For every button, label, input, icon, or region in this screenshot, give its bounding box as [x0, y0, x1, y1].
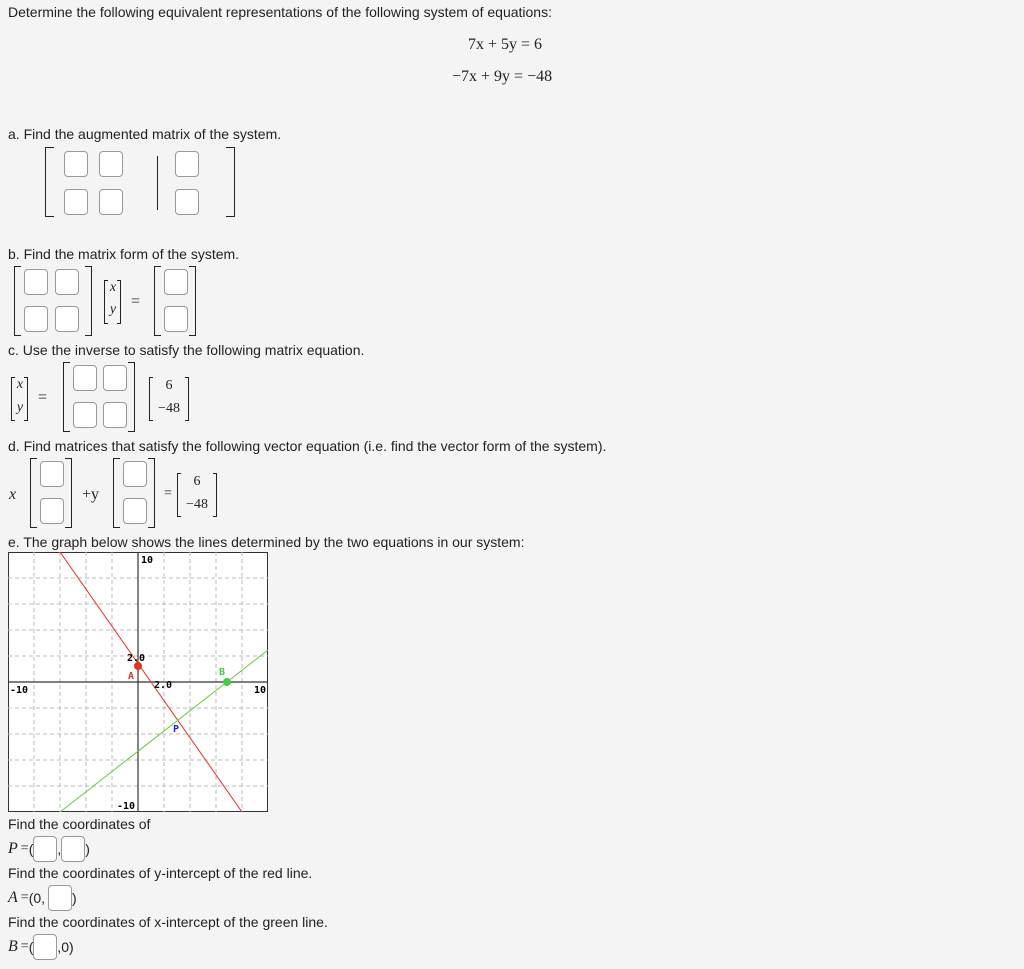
aug-input-r2c3[interactable]	[175, 189, 199, 215]
coef-input-r2c1[interactable]	[24, 306, 48, 332]
bracket-left	[113, 458, 120, 528]
rhs-top: 6	[165, 378, 173, 393]
equals-sign: =	[164, 486, 172, 501]
part-c-prompt: c. Use the inverse to satisfy the following matrix equation.	[8, 342, 365, 358]
label-xmax: 10	[254, 685, 267, 696]
label-xmin: -10	[10, 685, 29, 696]
rhs-input-r1[interactable]	[164, 269, 188, 295]
label-a-value: 2.0	[127, 653, 146, 664]
label-point-p: P	[173, 724, 180, 735]
rhs-bottom: −48	[158, 401, 180, 416]
var-y: y	[109, 302, 117, 317]
vec2-input-r1[interactable]	[123, 461, 147, 487]
bracket-left	[63, 362, 70, 432]
label-x-value: 2.0	[154, 680, 173, 691]
coef-input-r1c2[interactable]	[55, 269, 79, 295]
a-eq: =	[20, 890, 29, 905]
question-a-row	[8, 885, 77, 911]
aug-input-r2c1[interactable]	[64, 189, 88, 215]
part-a-prompt: a. Find the augmented matrix of the system.	[8, 126, 282, 142]
label-p: P	[8, 840, 18, 857]
aug-input-r1c1[interactable]	[64, 151, 88, 177]
augment-divider	[157, 156, 158, 210]
bracket-right	[189, 266, 196, 336]
question-p-row	[8, 836, 90, 862]
bracket-left	[45, 147, 54, 217]
vec2-input-r2[interactable]	[123, 498, 147, 524]
b-eq: =	[20, 939, 29, 954]
question-b-prompt: Find the coordinates of x-intercept of the green line.	[8, 914, 328, 930]
equals-sign: =	[131, 293, 141, 310]
bracket-right	[226, 147, 235, 217]
a-y-input[interactable]	[48, 885, 72, 911]
inv-input-r1c1[interactable]	[73, 365, 97, 391]
label-point-b: B	[219, 667, 226, 678]
var-x-coef: x	[9, 486, 17, 503]
vec1-input-r2[interactable]	[40, 498, 64, 524]
bracket-right	[65, 458, 72, 528]
bracket-right	[128, 362, 135, 432]
label-ymax: 10	[141, 555, 154, 566]
var-x: x	[109, 280, 117, 295]
aug-input-r1c2[interactable]	[99, 151, 123, 177]
line-graph	[8, 552, 268, 812]
bracket-left	[14, 266, 21, 336]
question-p-prompt: Find the coordinates of	[8, 816, 151, 832]
bracket-left	[30, 458, 37, 528]
part-d-prompt: d. Find matrices that satisfy the following vector equation (i.e. find the vector form of the system).	[8, 438, 607, 454]
part-e-prompt: e. The graph below shows the lines determined by the two equations in our system:	[8, 534, 525, 550]
equation-1: 7x + 5y = 6	[468, 36, 543, 53]
equation-2: −7x + 9y = −48	[452, 68, 553, 85]
question-b-row	[8, 934, 74, 960]
intro-text: Determine the following equivalent representations of the following system of equations:	[8, 4, 552, 20]
p-eq: =	[20, 841, 29, 856]
aug-input-r1c3[interactable]	[175, 151, 199, 177]
label-ymin: -10	[117, 801, 136, 812]
coef-input-r1c1[interactable]	[24, 269, 48, 295]
label-point-a: A	[128, 671, 135, 682]
plus-y: +y	[82, 486, 100, 503]
graph-svg	[8, 552, 268, 812]
b-suffix: ,0)	[57, 939, 74, 955]
part-b-prompt: b. Find the matrix form of the system.	[8, 246, 240, 262]
point-b-marker[interactable]	[223, 678, 231, 686]
inv-input-r1c2[interactable]	[103, 365, 127, 391]
b-open-paren: (	[28, 939, 34, 955]
inv-input-r2c2[interactable]	[103, 402, 127, 428]
rhs-top: 6	[193, 474, 201, 489]
rhs-input-r2[interactable]	[164, 306, 188, 332]
a-prefix: (0,	[28, 890, 46, 906]
p-open-paren: (	[28, 841, 34, 857]
var-y: y	[16, 400, 24, 415]
aug-input-r2c2[interactable]	[99, 189, 123, 215]
rhs-bottom: −48	[186, 497, 208, 512]
p-comma: ,	[57, 841, 62, 857]
vec1-input-r1[interactable]	[40, 461, 64, 487]
a-close-paren: )	[72, 890, 77, 906]
p-close-paren: )	[85, 841, 90, 857]
label-a: A	[8, 889, 18, 906]
p-x-input[interactable]	[33, 836, 57, 862]
question-a-prompt: Find the coordinates of y-intercept of the red line.	[8, 865, 313, 881]
equals-sign: =	[38, 389, 48, 406]
p-y-input[interactable]	[61, 836, 85, 862]
bracket-right	[148, 458, 155, 528]
b-x-input[interactable]	[33, 934, 57, 960]
coef-input-r2c2[interactable]	[55, 306, 79, 332]
inv-input-r2c1[interactable]	[73, 402, 97, 428]
bracket-right	[85, 266, 92, 336]
var-x: x	[16, 377, 24, 392]
bracket-left	[154, 266, 161, 336]
label-b: B	[8, 938, 18, 955]
